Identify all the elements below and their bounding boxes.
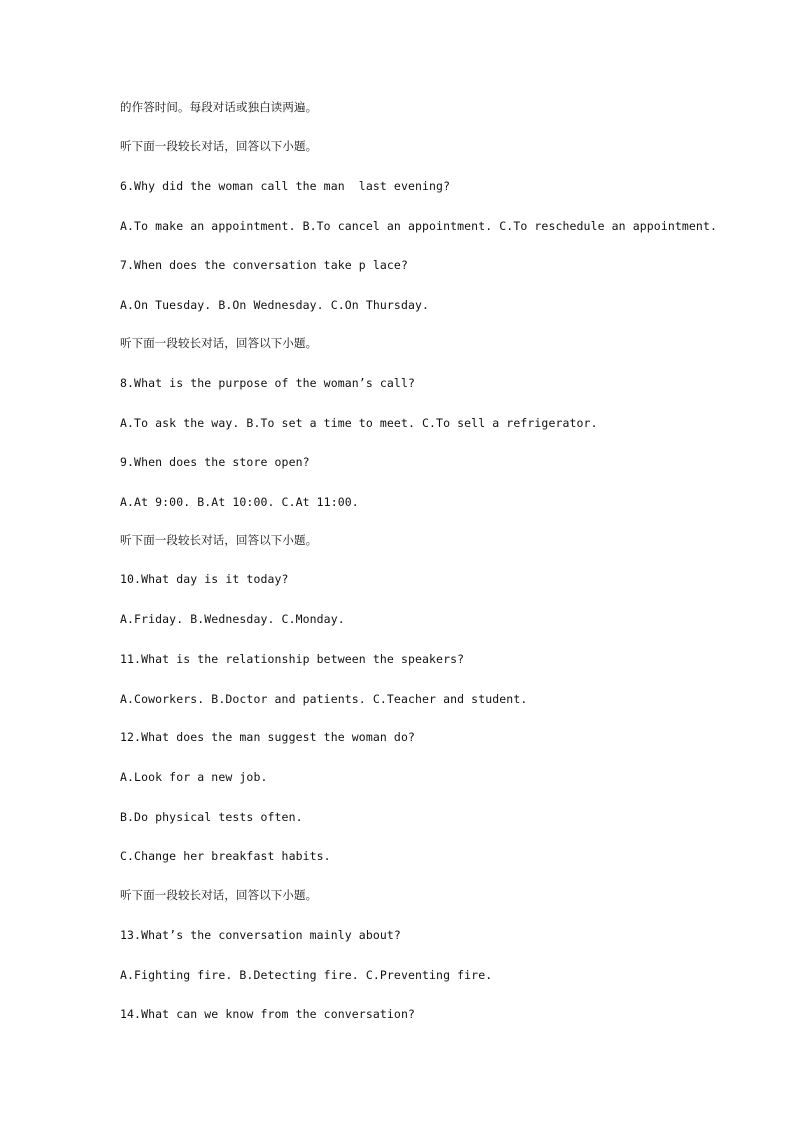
question-14: 14.What can we know from the conversation? xyxy=(120,1007,415,1021)
question-8: 8.What is the purpose of the woman’s call? xyxy=(120,376,415,390)
instruction-continuation: 的作答时间。每段对话或独白读两遍。 xyxy=(120,100,318,114)
options-9: A.At 9:00. B.At 10:00. C.At 11:00. xyxy=(120,495,359,509)
option-12c: C.Change her breakfast habits. xyxy=(120,849,331,863)
section-instruction: 听下面一段较长对话，回答以下小题。 xyxy=(120,139,318,153)
question-9: 9.When does the store open? xyxy=(120,455,310,469)
question-10: 10.What day is it today? xyxy=(120,572,289,586)
question-13: 13.What’s the conversation mainly about? xyxy=(120,928,401,942)
options-7: A.On Tuesday. B.On Wednesday. C.On Thursday. xyxy=(120,298,430,312)
options-6: A.To make an appointment. B.To cancel an appointment. C.To reschedule an appointment. xyxy=(120,219,718,233)
question-7: 7.When does the conversation take p lace? xyxy=(120,258,408,272)
option-12b: B.Do physical tests often. xyxy=(120,810,303,824)
section-instruction: 听下面一段较长对话，回答以下小题。 xyxy=(120,336,318,350)
question-11: 11.What is the relationship between the speakers? xyxy=(120,652,465,666)
options-11: A.Coworkers. B.Doctor and patients. C.Teacher and student. xyxy=(120,692,528,706)
section-instruction: 听下面一段较长对话，回答以下小题。 xyxy=(120,888,318,902)
section-instruction: 听下面一段较长对话，回答以下小题。 xyxy=(120,533,318,547)
question-12: 12.What does the man suggest the woman do? xyxy=(120,730,415,744)
option-12a: A.Look for a new job. xyxy=(120,770,268,784)
options-13: A.Fighting fire. B.Detecting fire. C.Preventing fire. xyxy=(120,968,493,982)
options-10: A.Friday. B.Wednesday. C.Monday. xyxy=(120,612,345,626)
options-8: A.To ask the way. B.To set a time to meet. C.To sell a refrigerator. xyxy=(120,416,598,430)
question-6: 6.Why did the woman call the man last evening? xyxy=(120,179,451,193)
